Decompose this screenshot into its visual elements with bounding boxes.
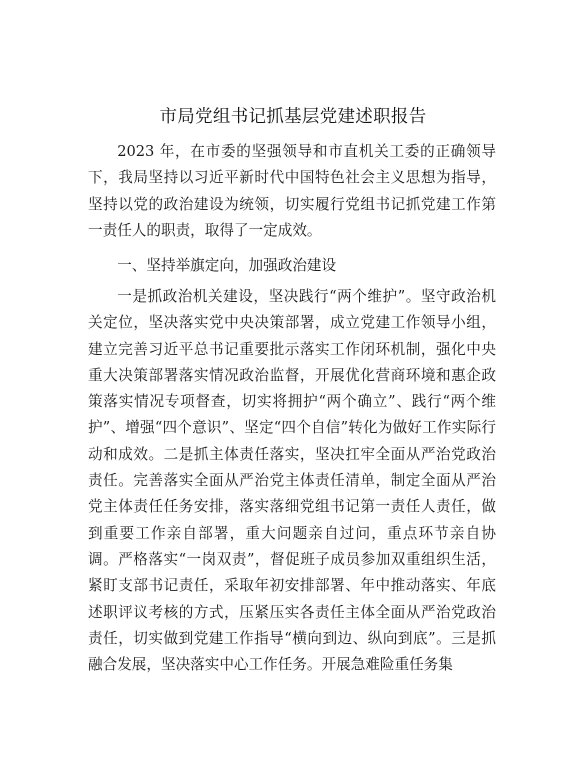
paragraph-text: 2023 年，在市委的坚强领导和市直机关工委的正确领导下，我局坚持以习近平新时代中国特色社会主义思想为指导，坚持以党的政治建设为统领，切实履行党组书记抓党建工作第一责任人的职责，取得了一定成效。 [88,143,496,239]
section-heading-1 [88,253,496,279]
body-paragraph-section-1 [88,284,496,678]
section-heading-text: 一、坚持举旗定向，加强政治建设 [117,257,337,274]
document-title: 市局党组书记抓基层党建述职报告 [159,107,427,127]
body-paragraph-intro [88,139,496,244]
paragraph-text: 一是抓政治机关建设，坚决践行“两个维护”。坚守政治机关定位，坚决落实党中央决策部署，成立党建工作领导小组，建立完善习近平总书记重要批示落实工作闭环机制，强化中央重大决策部署落实情况政治监督，开展优化营商环境和惠企政策落实情况专项督查，切实将拥护“两个确立”、践行“两个维护”、增强“四个意识”、坚定“四个自信”转化为做好工作实际行动和成效。二是抓主体责任落实，坚决扛牢全面从严治党政治责任。完善落实全面从严治党主体责任清单，制定全面从严治党主体责任任务安排，落实落细党组书记第一责任人责任，做到重要工作亲自部署，重大问题亲自过问，重点环节亲自协调。严格落实“一岗双责”，督促班子成员参加双重组织生活，紧盯支部书记责任，采取年初安排部署、年中推动落实、年底述职评议考核的方式，压紧压实各责任主体全面从严治党政治责任，切实做到党建工作指导“横向到边、纵向到底”。三是抓融合发展，坚决落实中心工作任务。开展急难险重任务集 [88,288,496,674]
